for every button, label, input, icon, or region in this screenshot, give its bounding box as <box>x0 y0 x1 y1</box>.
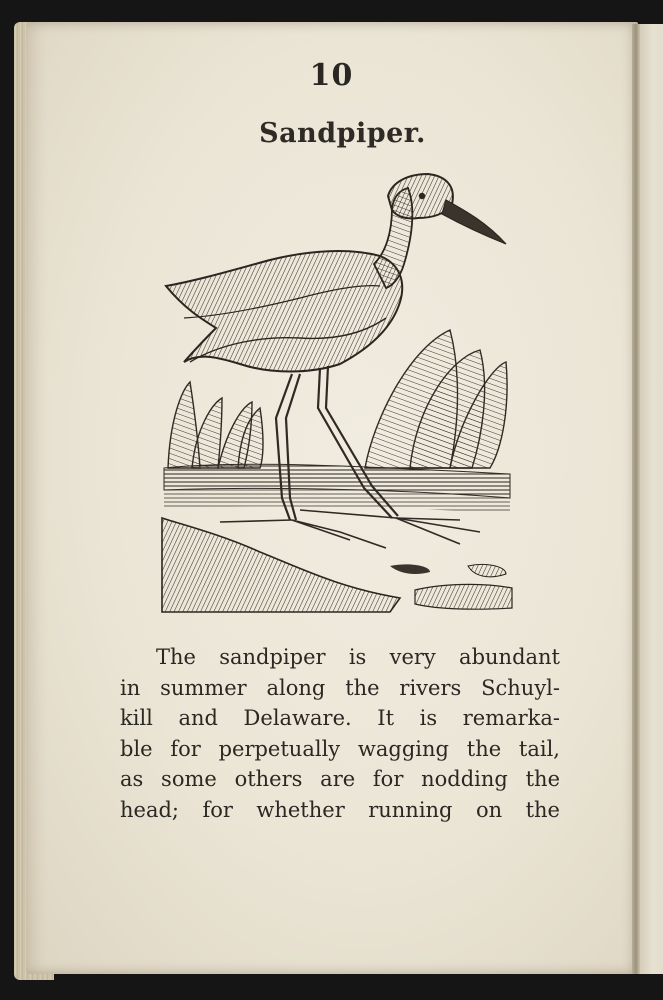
toes <box>220 510 480 548</box>
text-line: ble for perpetually wagging the tail, <box>120 736 560 761</box>
left-reeds <box>168 382 263 468</box>
bird-eye <box>419 193 425 199</box>
text-line: The sandpiper is very abundant <box>156 645 560 669</box>
page-title: Sandpiper. <box>259 118 426 149</box>
right-reeds <box>365 330 507 468</box>
foreground-bank <box>162 518 400 612</box>
sandpiper-woodcut <box>160 168 515 618</box>
text-line: kill and Delaware. It is remarka- <box>120 706 560 730</box>
bird-body <box>166 251 402 371</box>
facing-page <box>636 24 663 974</box>
page-body-text <box>120 642 560 825</box>
page-number: 10 <box>309 58 354 93</box>
text-line: as some others are for nodding the <box>120 767 560 791</box>
text-line: in summer along the rivers Schuyl- <box>120 675 560 700</box>
bird-beak <box>442 200 506 244</box>
book-gutter <box>632 24 640 974</box>
text-line: head; for whether running on the <box>120 797 560 822</box>
